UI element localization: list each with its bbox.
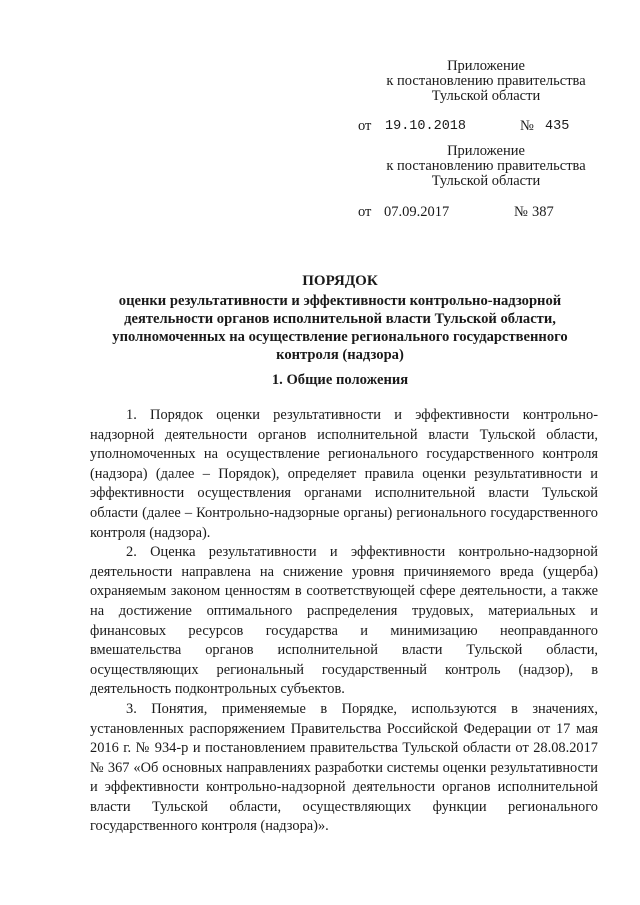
approval-previous-number-prefix: № xyxy=(514,204,528,220)
approval-current-number: 435 xyxy=(545,119,570,134)
document-title xyxy=(80,272,600,364)
approval-current-date: 19.10.2018 xyxy=(385,119,467,134)
title-line-2: деятельности органов исполнительной власти Тульской области, xyxy=(124,311,556,327)
approval-previous-date-prefix: от xyxy=(358,204,372,220)
title-line-3: уполномоченных на осуществление регионального государственного xyxy=(112,329,568,345)
approval-previous-line3: Тульской области xyxy=(431,173,541,189)
title-line-1: оценки результативности и эффективности контрольно-надзорной xyxy=(118,293,562,309)
approval-previous-line1: Приложение xyxy=(447,143,525,159)
title-main: ПОРЯДОК xyxy=(302,273,378,289)
paragraph-3: 3. Понятия, применяемые в Порядке, используются в значениях, установленных распоряжением Правительства Российской Федерации от 17 мая 2016 г. № 934-р и постановлением правительства Тульской области от 28.08.2017 № 367 «Об основных направлениях разработки системы оценки результативности и эффективности контрольно-надзорной деятельности органов исполнительной власти Тульской области, осуществляющих функции регионального государственного контроля (надзора)». xyxy=(90,700,598,835)
approval-previous-line2: к постановлению правительства xyxy=(386,158,586,174)
section-heading: 1. Общие положения xyxy=(271,372,409,388)
approval-current-line3: Тульской области xyxy=(431,88,541,104)
approval-current-line1: Приложение xyxy=(447,58,525,74)
approval-previous-number: 387 xyxy=(532,204,554,220)
approval-previous-date: 07.09.2017 xyxy=(384,204,450,220)
approval-current-number-prefix: № xyxy=(520,118,534,134)
paragraph-1: 1. Порядок оценки результативности и эффективности контрольно-надзорной деятельности органов исполнительной власти Тульской области, уполномоченных на осуществление регионального государственного контроля (надзора) (далее – Порядок), определяет правила оценки результативности и эффективности осуществления органами исполнительной власти Тульской области (далее – Контрольно-надзорные органы) регионального государственного контроля (надзора). xyxy=(90,407,598,541)
document-body xyxy=(90,406,598,837)
approval-current-date-prefix: от xyxy=(358,118,372,134)
title-line-4: контроля (надзора) xyxy=(276,347,404,363)
approval-current-line2: к постановлению правительства xyxy=(386,73,586,89)
paragraph-2: 2. Оценка результативности и эффективности контрольно-надзорной деятельности направлена на снижение уровня причиняемого вреда (ущерба) охраняемым законом ценностям в соответствующей сфере деятельности, а также на достижение оптимального распределения трудовых, материальных и финансовых ресурсов государства и минимизацию неоправданного вмешательства органов исполнительной власти Тульской области, осуществляющих региональный государственный контроль (надзор), в деятельность подконтрольных субъектов. xyxy=(90,544,598,698)
